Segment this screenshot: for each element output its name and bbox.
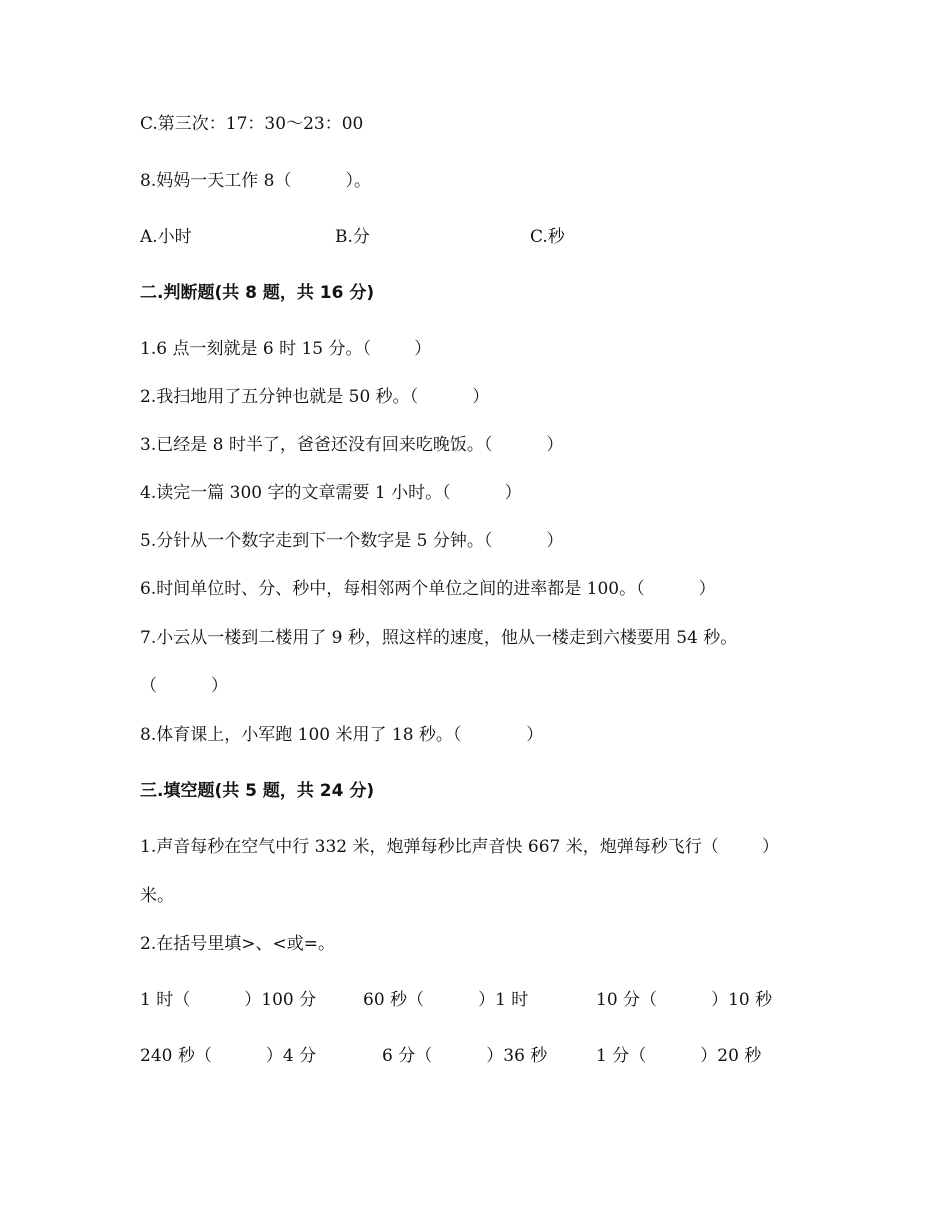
s3-q1-line2: 米。 (140, 886, 174, 906)
s3-q1-line1: 1.声音每秒在空气中行 332 米，炮弹每秒比声音快 667 米，炮弹每秒飞行（ ） (140, 837, 779, 857)
q8-option-a: A.小时 (140, 227, 192, 247)
s2-item-8: 8.体育课上，小军跑 100 米用了 18 秒。（ ） (140, 725, 544, 745)
s2-item-3: 3.已经是 8 时半了，爸爸还没有回来吃晚饭。（ ） (140, 435, 564, 455)
s2-item-5: 5.分针从一个数字走到下一个数字是 5 分钟。（ ） (140, 531, 564, 551)
compare-5: 6 分（ ）36 秒 (382, 1046, 548, 1066)
s2-item-1: 1.6 点一刻就是 6 时 15 分。（ ） (140, 339, 432, 359)
section3-title: 三.填空题(共 5 题，共 24 分) (140, 781, 375, 801)
q8-option-c: C.秒 (530, 227, 565, 247)
section2-title: 二.判断题(共 8 题，共 16 分) (140, 283, 375, 303)
compare-3: 10 分（ ）10 秒 (596, 990, 773, 1010)
s2-item-6: 6.时间单位时、分、秒中，每相邻两个单位之间的进率都是 100。（ ） (140, 579, 716, 599)
compare-2: 60 秒（ ）1 时 (363, 990, 529, 1010)
compare-6: 1 分（ ）20 秒 (596, 1046, 762, 1066)
s2-item-4: 4.读完一篇 300 字的文章需要 1 小时。（ ） (140, 483, 522, 503)
compare-4: 240 秒（ ）4 分 (140, 1046, 317, 1066)
s3-q2-prompt: 2.在括号里填>、<或=。 (140, 934, 335, 954)
s2-item-7-bracket: （ ） (140, 676, 229, 696)
q8-question: 8.妈妈一天工作 8（ ）。 (140, 171, 371, 191)
compare-1: 1 时（ ）100 分 (140, 990, 317, 1010)
q7-option-c: C.第三次：17：30～23：00 (140, 114, 364, 134)
q8-option-b: B.分 (335, 227, 370, 247)
s2-item-7: 7.小云从一楼到二楼用了 9 秒，照这样的速度，他从一楼走到六楼要用 54 秒。 (140, 628, 738, 648)
s2-item-2: 2.我扫地用了五分钟也就是 50 秒。（ ） (140, 387, 490, 407)
